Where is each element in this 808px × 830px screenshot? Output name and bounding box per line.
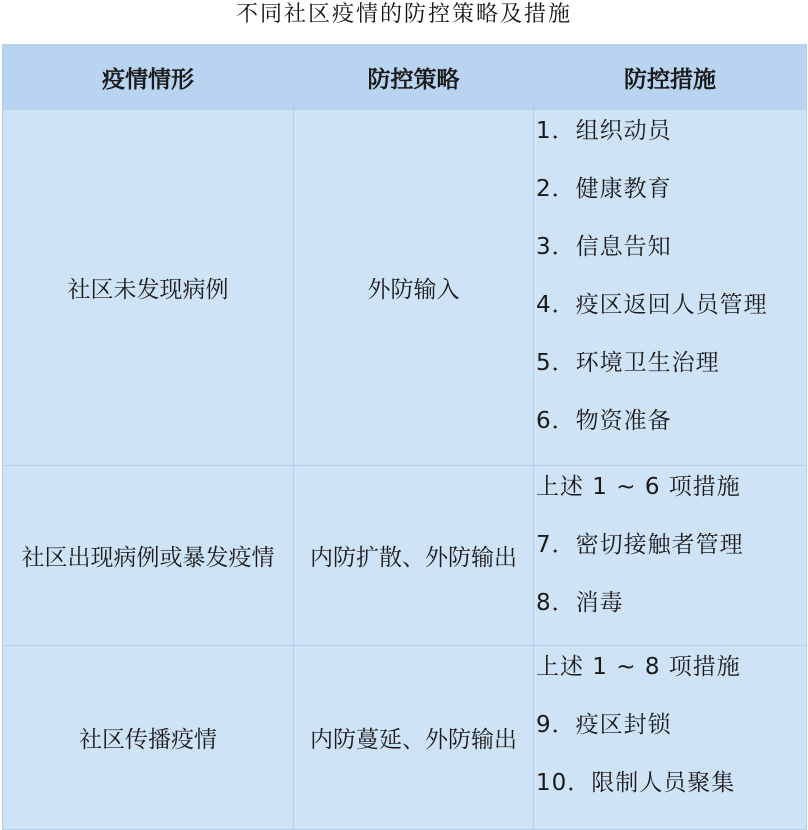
measure-item: 5．环境卫生治理 [536, 350, 720, 376]
table-header-row [3, 45, 807, 110]
measure-item: 4．疫区返回人员管理 [536, 292, 768, 318]
measure-item: 上述 1 ~ 8 项措施 [536, 654, 741, 680]
table-caption: 不同社区疫情的防控策略及措施 [235, 2, 572, 27]
header-measures: 防控措施 [534, 45, 807, 110]
strategy-cell: 内防扩散、外防输出 [294, 466, 534, 646]
measure-item: 9．疫区封锁 [536, 712, 672, 738]
situation-cell: 社区出现病例或暴发疫情 [3, 466, 294, 646]
strategy-cell: 外防输入 [294, 110, 534, 466]
table-row [3, 646, 807, 830]
measure-item: 1．组织动员 [536, 118, 672, 144]
measure-item: 10．限制人员聚集 [536, 770, 736, 796]
situation-cell: 社区未发现病例 [3, 110, 294, 466]
measure-item: 8．消毒 [536, 590, 624, 616]
header-situation: 疫情情形 [3, 45, 294, 110]
situation-cell: 社区传播疫情 [3, 646, 294, 830]
measure-item: 6．物资准备 [536, 408, 672, 434]
measure-item: 2．健康教育 [536, 176, 672, 202]
measure-item: 上述 1 ~ 6 项措施 [536, 474, 741, 500]
measures-list [534, 646, 806, 820]
measure-item: 3．信息告知 [536, 234, 672, 260]
measures-list [534, 110, 806, 458]
table-row [3, 466, 807, 646]
measures-list [534, 466, 806, 640]
header-strategy: 防控策略 [294, 45, 534, 110]
measures-cell [534, 466, 807, 646]
strategy-table [2, 44, 807, 830]
measures-cell [534, 646, 807, 830]
measures-cell [534, 110, 807, 466]
strategy-cell: 内防蔓延、外防输出 [294, 646, 534, 830]
table-row [3, 110, 807, 466]
measure-item: 7．密切接触者管理 [536, 532, 744, 558]
